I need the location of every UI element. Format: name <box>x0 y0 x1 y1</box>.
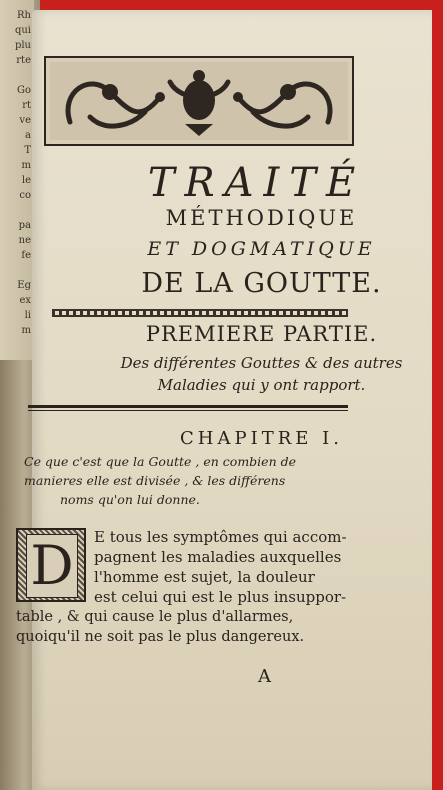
body-line: table , & qui cause le plus d'allarmes, <box>16 609 294 625</box>
facing-page-fragment: ne <box>18 235 31 246</box>
title-methodique: MÉTHODIQUE <box>165 206 358 230</box>
facing-page-fragment: le <box>21 175 31 186</box>
part-subtitle-line-1: Des différentes Gouttes & des autres <box>120 354 403 372</box>
facing-page-fragment: fe <box>21 250 31 261</box>
facing-page-fragment: a <box>25 130 31 141</box>
part-title: PREMIERE PARTIE. <box>145 322 378 346</box>
facing-page-fragment: ve <box>19 115 31 126</box>
drop-cap <box>16 528 86 602</box>
body-line: quoiqu'il ne soit pas le plus dangereux. <box>16 629 305 645</box>
facing-page-fragment: rt <box>22 100 31 111</box>
facing-page-fragment: li <box>24 310 31 321</box>
facing-page-fragment: pa <box>18 220 31 231</box>
title-traite: TRAITÉ <box>147 160 366 206</box>
double-rule <box>28 405 348 411</box>
chapter-summary-line: manieres elle est divisée , & les différens <box>24 473 286 488</box>
ornamental-rule <box>52 309 348 317</box>
facing-page-fragment: m <box>21 160 31 171</box>
facing-page-fragment: rte <box>16 55 31 66</box>
body-line: pagnent les maladies auxquelles <box>94 548 342 566</box>
body-line: l'homme est sujet, la douleur <box>94 568 315 586</box>
body-line: E tous les symptômes qui accom- <box>94 528 347 546</box>
facing-page-fragment: m <box>21 325 31 336</box>
facing-page-fragment: qui <box>14 25 31 36</box>
chapter-title: CHAPITRE I. <box>180 428 343 449</box>
part-subtitle-line-2: Maladies qui y ont rapport. <box>157 376 366 394</box>
facing-page-edge <box>0 0 34 360</box>
title-de-la-goutte: DE LA GOUTTE. <box>141 268 382 299</box>
body-line: est celui qui est le plus insuppor- <box>94 588 347 606</box>
facing-page-fragment: plu <box>14 40 31 51</box>
facing-page-fragment: Eg <box>17 280 31 291</box>
ornamental-headpiece <box>44 56 354 146</box>
facing-page-fragment: ex <box>19 295 31 306</box>
chapter-summary-line: Ce que c'est que la Goutte , en combien de <box>24 454 296 469</box>
chapter-summary-line: noms qu'on lui donne. <box>60 492 200 507</box>
title-et-dogmatique: ET DOGMATIQUE <box>147 238 376 260</box>
drop-cap-letter: D <box>26 534 78 598</box>
facing-page-fragment: Rh <box>17 10 31 21</box>
facing-page-fragment: Go <box>16 85 31 96</box>
scroll-ornament-icon <box>50 62 348 140</box>
facing-page-fragment: T <box>24 145 31 156</box>
signature-mark: A <box>258 666 271 687</box>
facing-page-fragment: co <box>19 190 31 201</box>
